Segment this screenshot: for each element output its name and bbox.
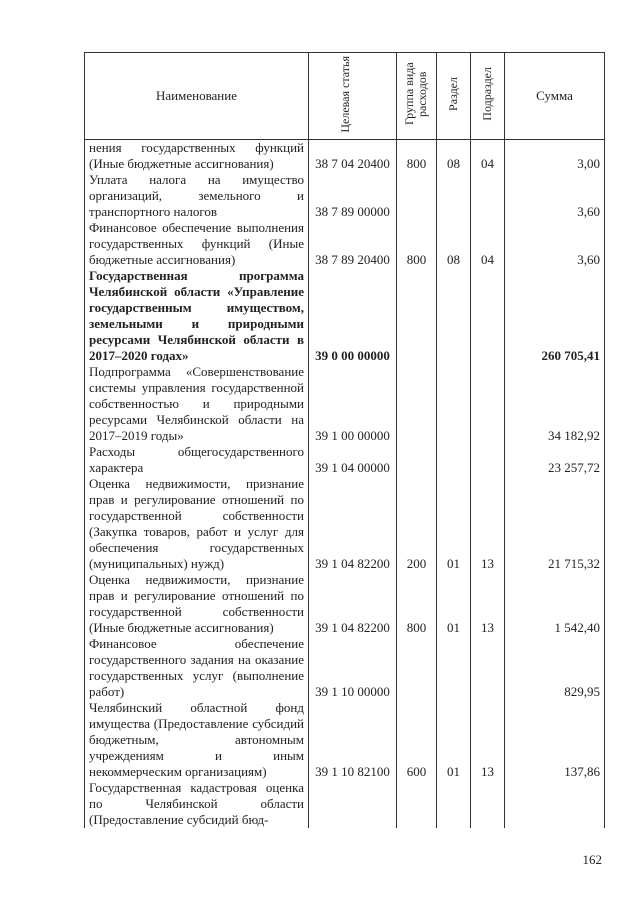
table-header (85, 53, 605, 140)
row-target-article: 39 1 04 00000 (309, 444, 397, 476)
row-sum: 3,00 (505, 140, 605, 173)
row-target-article: 38 7 04 20400 (309, 140, 397, 173)
row-name: Финансовое обеспечение государственного задания на оказание государственных услуг (выполнение работ) (85, 636, 309, 700)
row-subsection: 04 (471, 220, 505, 268)
row-expense-group (397, 780, 437, 828)
row-subsection: 13 (471, 572, 505, 636)
row-sum: 1 542,40 (505, 572, 605, 636)
row-subsection: 04 (471, 140, 505, 173)
row-section: 08 (437, 140, 471, 173)
row-name: Государственная кадастровая оценка по Челябинской области (Предоставление субсидий бюд- (85, 780, 309, 828)
row-name: нения государственных функций (Иные бюджетные ассигнования) (85, 140, 309, 173)
row-sum: 3,60 (505, 172, 605, 220)
header-target-article: Целевая статья (309, 53, 397, 140)
row-sum: 260 705,41 (505, 268, 605, 364)
row-section: 08 (437, 220, 471, 268)
row-target-article (309, 780, 397, 828)
row-expense-group: 200 (397, 476, 437, 572)
row-section: 01 (437, 572, 471, 636)
header-sum: Сумма (505, 53, 605, 140)
row-target-article: 39 1 00 00000 (309, 364, 397, 444)
table-row (85, 268, 605, 364)
row-section (437, 780, 471, 828)
row-sum (505, 780, 605, 828)
row-subsection (471, 636, 505, 700)
row-expense-group (397, 364, 437, 444)
row-subsection (471, 172, 505, 220)
table-row (85, 572, 605, 636)
row-sum: 3,60 (505, 220, 605, 268)
row-name: Государственная программа Челябинской области «Управление государственным имуществом, земельными и природными ресурсами Челябинской области в 2017–2020 годах» (85, 268, 309, 364)
row-name: Финансовое обеспечение выполнения государственных функций (Иные бюджетные ассигнования) (85, 220, 309, 268)
row-expense-group: 800 (397, 572, 437, 636)
row-sum: 34 182,92 (505, 364, 605, 444)
table-row (85, 444, 605, 476)
row-subsection (471, 444, 505, 476)
table-row (85, 636, 605, 700)
header-expense-group: Группа вида расходов (397, 53, 437, 140)
table-row (85, 364, 605, 444)
row-expense-group (397, 444, 437, 476)
header-subsection: Подраздел (471, 53, 505, 140)
row-section: 01 (437, 476, 471, 572)
row-name: Подпрограмма «Совершенствование системы управления государственной собственностью и природными ресурсами Челябинской области на 2017–2019 годы» (85, 364, 309, 444)
row-expense-group: 800 (397, 140, 437, 173)
row-subsection (471, 364, 505, 444)
row-target-article: 39 0 00 00000 (309, 268, 397, 364)
row-subsection: 13 (471, 476, 505, 572)
table-row (85, 476, 605, 572)
row-subsection: 13 (471, 700, 505, 780)
row-target-article: 39 1 10 00000 (309, 636, 397, 700)
row-target-article: 38 7 89 00000 (309, 172, 397, 220)
row-section (437, 444, 471, 476)
row-name: Оценка недвижимости, признание прав и регулирование отношений по государственной собственности (Закупка товаров, работ и услуг для обеспечения государственных (муниципальных) нужд) (85, 476, 309, 572)
row-subsection (471, 268, 505, 364)
table-row (85, 172, 605, 220)
table-row (85, 220, 605, 268)
header-name: Наименование (85, 53, 309, 140)
table-row (85, 780, 605, 828)
row-target-article: 39 1 04 82200 (309, 476, 397, 572)
row-expense-group: 800 (397, 220, 437, 268)
row-section: 01 (437, 700, 471, 780)
table-row (85, 140, 605, 173)
table-body (85, 140, 605, 829)
row-expense-group (397, 172, 437, 220)
row-name: Оценка недвижимости, признание прав и регулирование отношений по государственной собственности (Иные бюджетные ассигнования) (85, 572, 309, 636)
row-target-article: 38 7 89 20400 (309, 220, 397, 268)
row-sum: 21 715,32 (505, 476, 605, 572)
row-name: Уплата налога на имущество организаций, земельного и транспортного налогов (85, 172, 309, 220)
row-name: Расходы общегосударственного характера (85, 444, 309, 476)
page-number: 162 (582, 852, 602, 867)
row-expense-group (397, 636, 437, 700)
row-name: Челябинский областной фонд имущества (Предоставление субсидий бюджетным, автономным учреждениям и иным некоммерческим организациям) (85, 700, 309, 780)
row-sum: 137,86 (505, 700, 605, 780)
row-section (437, 364, 471, 444)
table-row (85, 700, 605, 780)
row-subsection (471, 780, 505, 828)
budget-table (84, 52, 605, 828)
header-section: Раздел (437, 53, 471, 140)
row-target-article: 39 1 04 82200 (309, 572, 397, 636)
row-target-article: 39 1 10 82100 (309, 700, 397, 780)
row-expense-group (397, 268, 437, 364)
row-section (437, 268, 471, 364)
row-section (437, 636, 471, 700)
row-section (437, 172, 471, 220)
row-sum: 829,95 (505, 636, 605, 700)
row-sum: 23 257,72 (505, 444, 605, 476)
row-expense-group: 600 (397, 700, 437, 780)
